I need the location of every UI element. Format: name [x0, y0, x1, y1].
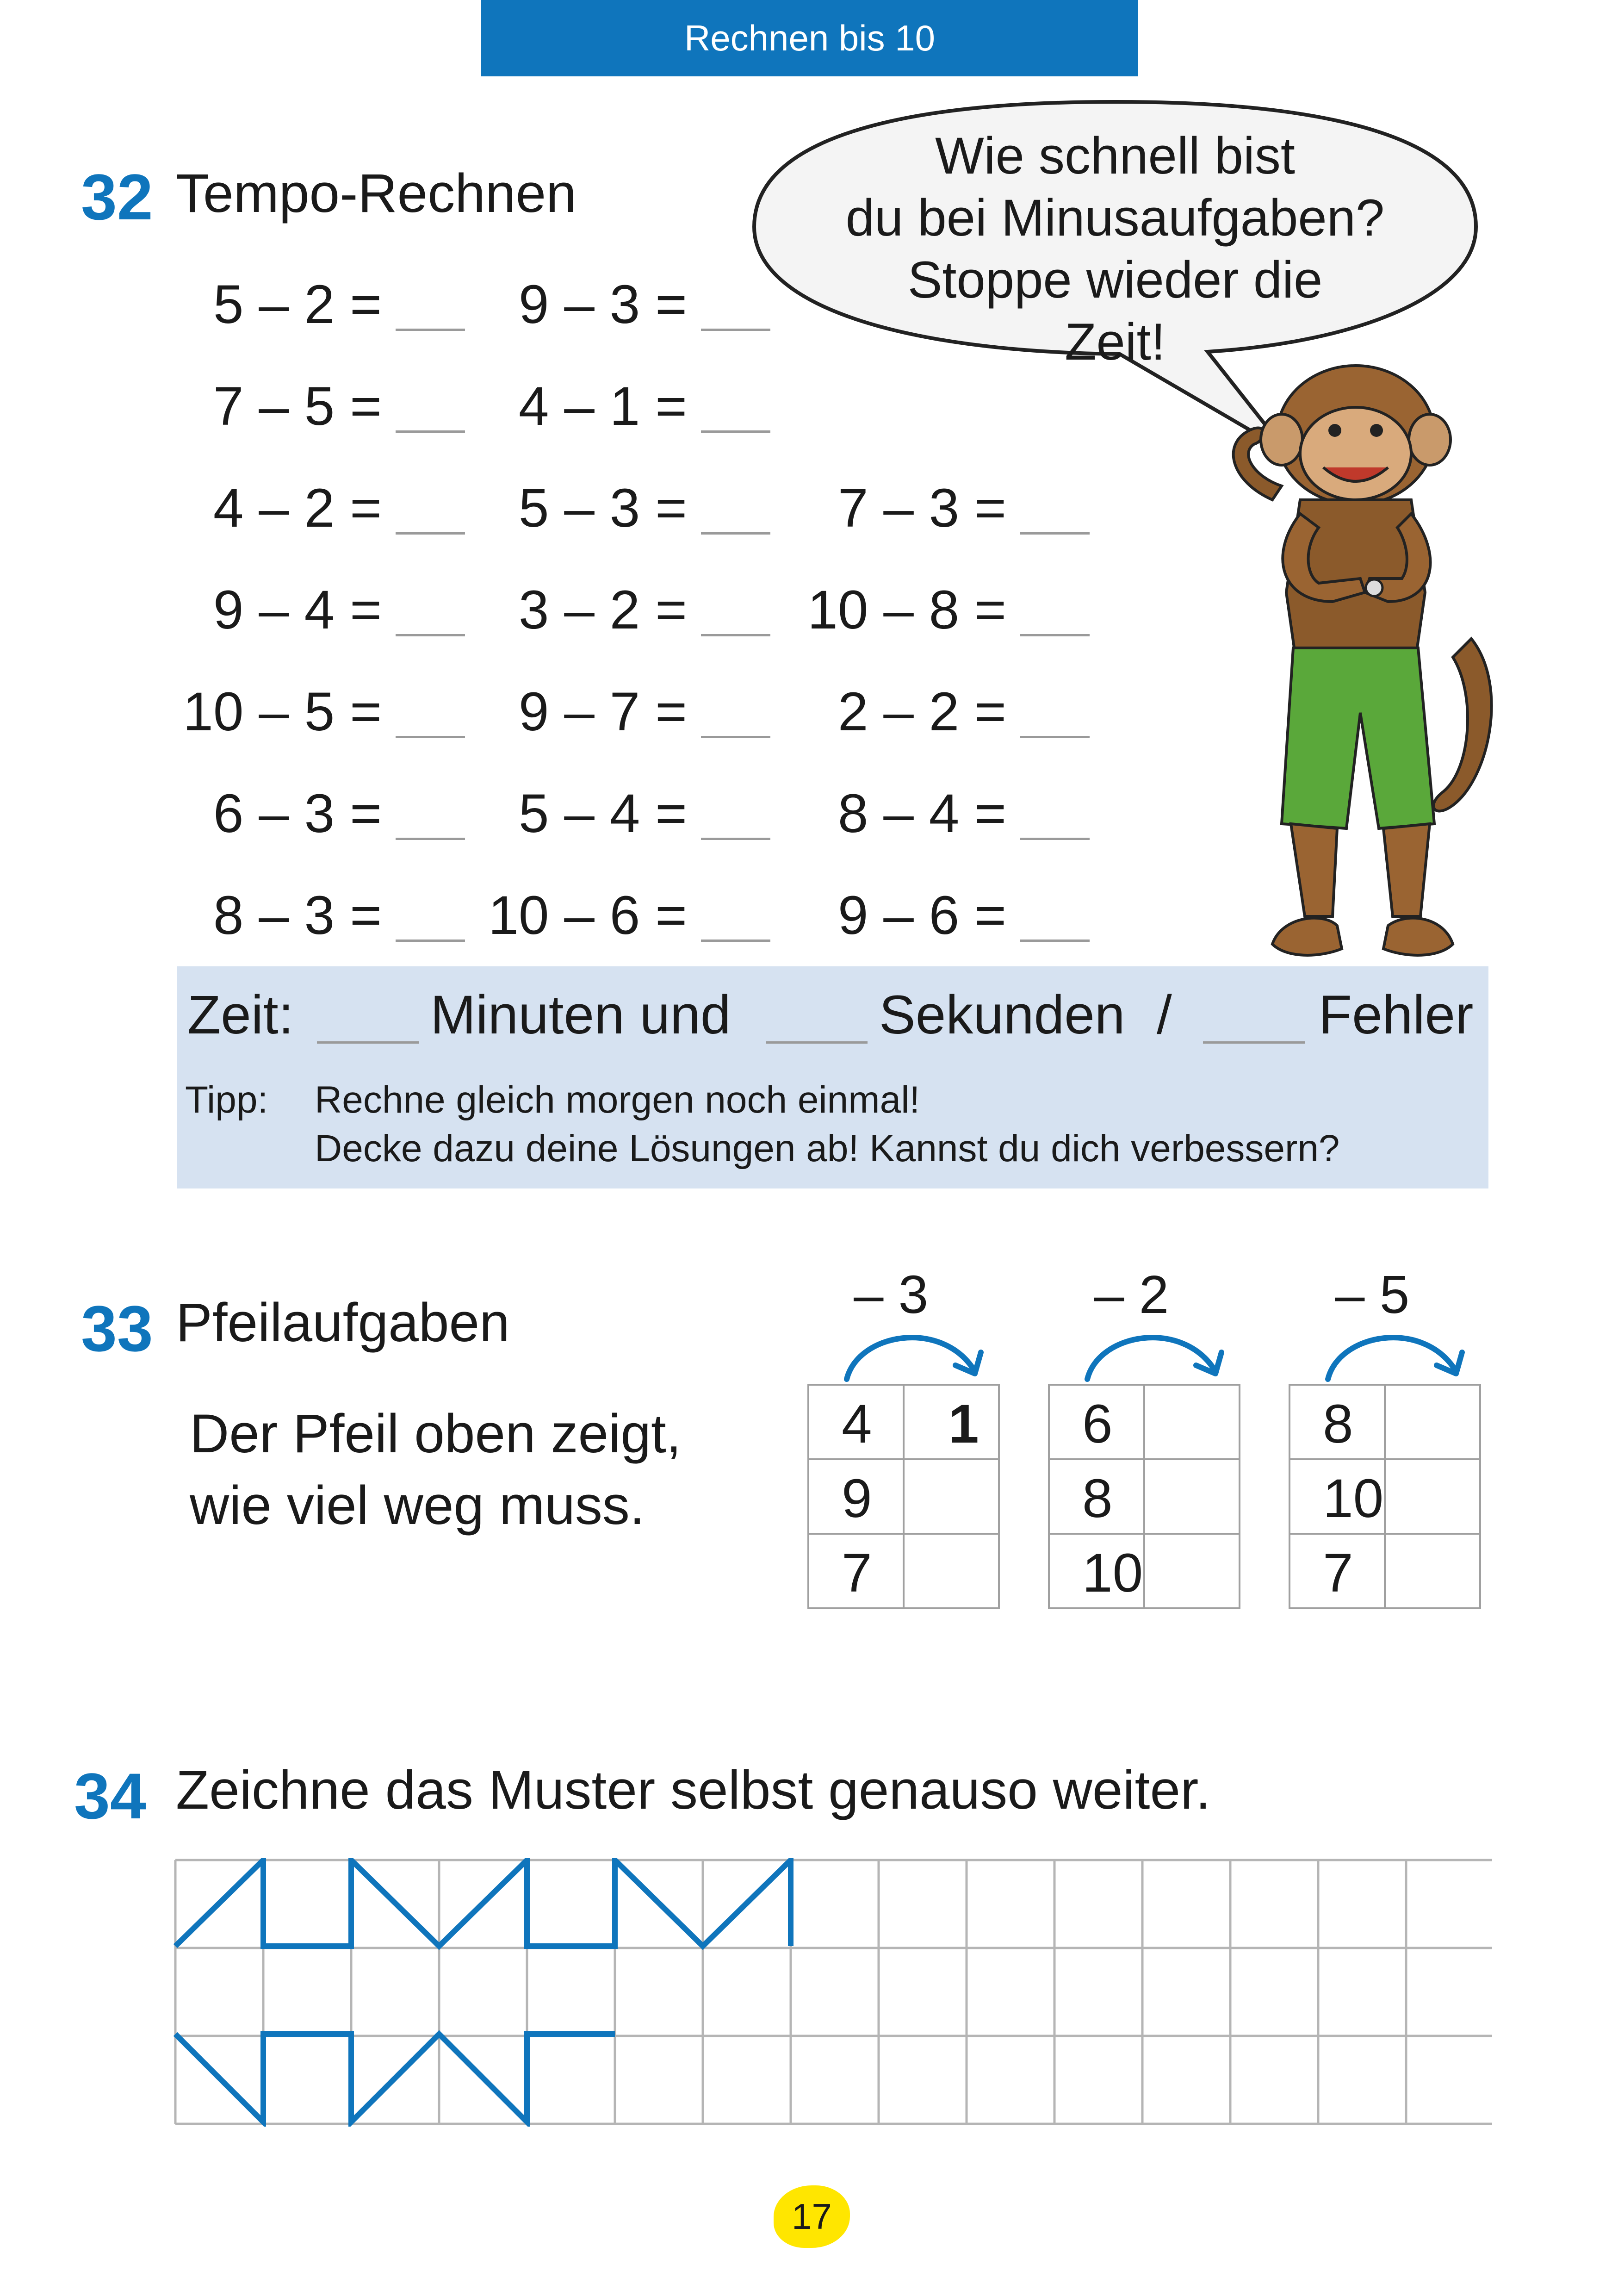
separator: / — [1157, 984, 1172, 1045]
start-cell — [807, 1384, 905, 1460]
equation: 5 – 4 = — [518, 783, 687, 844]
equation: 5 – 3 = — [518, 478, 687, 539]
equation: 4 – 1 = — [518, 376, 687, 437]
task-34-title: Zeichne das Muster selbst genauso weiter. — [176, 1760, 1211, 1821]
answer-blank[interactable] — [701, 430, 770, 433]
equation: 9 – 4 = — [213, 579, 382, 641]
tip-line-1: Rechne gleich morgen noch einmal! — [315, 1079, 920, 1121]
answer-blank[interactable] — [396, 430, 465, 433]
speech-line: du bei Minusaufgaben? — [845, 189, 1385, 247]
result-cell[interactable] — [1143, 1384, 1240, 1460]
tip-line-2: Decke dazu deine Lösungen ab! Kannst du dich verbessern? — [315, 1127, 1340, 1170]
task-32-number: 32 — [81, 161, 153, 233]
cell-value: 6 — [1082, 1394, 1113, 1455]
cell-value: 1 — [948, 1394, 979, 1455]
equation: 4 – 2 = — [213, 478, 382, 539]
answer-blank[interactable] — [1020, 940, 1090, 942]
equation: 7 – 5 = — [213, 376, 382, 437]
task-32-title: Tempo-Rechnen — [176, 163, 577, 224]
page-number-badge — [774, 2185, 850, 2248]
start-cell — [807, 1458, 905, 1535]
start-cell — [1048, 1533, 1145, 1609]
curved-arrow-icon — [1080, 1319, 1233, 1384]
start-cell — [1289, 1384, 1386, 1460]
answer-blank[interactable] — [396, 940, 465, 942]
minutes-label: Minuten und — [430, 984, 731, 1045]
start-cell — [1048, 1458, 1145, 1535]
equation: 10 – 5 = — [183, 681, 382, 742]
errors-blank[interactable] — [1203, 1041, 1305, 1044]
header-bar — [481, 0, 1138, 76]
answer-blank[interactable] — [1020, 838, 1090, 840]
answer-blank[interactable] — [701, 736, 770, 738]
operation-label: – 3 — [854, 1264, 929, 1325]
result-cell[interactable] — [903, 1533, 1000, 1609]
result-cell[interactable] — [1384, 1533, 1481, 1609]
start-cell — [807, 1533, 905, 1609]
minutes-blank[interactable] — [317, 1041, 419, 1044]
answer-blank[interactable] — [701, 532, 770, 535]
result-cell[interactable] — [1384, 1458, 1481, 1535]
result-cell[interactable] — [903, 1458, 1000, 1535]
result-cell[interactable] — [1384, 1384, 1481, 1460]
answer-blank[interactable] — [701, 634, 770, 636]
cell-value: 10 — [1323, 1468, 1384, 1529]
cell-value: 7 — [1323, 1543, 1353, 1604]
equation: 3 – 2 = — [518, 579, 687, 641]
equation: 9 – 3 = — [518, 274, 687, 335]
speech-line: Stoppe wieder die — [907, 251, 1323, 309]
equation: 2 – 2 = — [837, 681, 1006, 742]
task-34-number: 34 — [74, 1760, 146, 1832]
cell-value: 8 — [1082, 1468, 1113, 1529]
curved-arrow-icon — [840, 1319, 992, 1384]
answer-blank[interactable] — [701, 838, 770, 840]
pattern-line-top — [175, 1860, 791, 1946]
equation: 10 – 6 = — [488, 885, 687, 946]
equation: 9 – 6 = — [837, 885, 1006, 946]
equation: 5 – 2 = — [213, 274, 382, 335]
cell-value: 7 — [842, 1543, 872, 1604]
cell-value: 8 — [1323, 1394, 1353, 1455]
result-cell[interactable] — [1143, 1458, 1240, 1535]
header-title: Rechnen bis 10 — [684, 18, 936, 58]
task-33-description-1: Der Pfeil oben zeigt, — [190, 1403, 682, 1464]
equation: 9 – 7 = — [518, 681, 687, 742]
task-33-number: 33 — [81, 1292, 153, 1365]
pattern-grid[interactable] — [174, 1858, 1492, 2127]
task-33-title: Pfeilaufgaben — [176, 1292, 510, 1353]
operation-label: – 5 — [1335, 1264, 1410, 1325]
page-number: 17 — [792, 2196, 832, 2237]
answer-blank[interactable] — [396, 838, 465, 840]
equation: 8 – 3 = — [213, 885, 382, 946]
start-cell — [1048, 1384, 1145, 1460]
speech-line: Zeit! — [1065, 313, 1165, 371]
tip-label: Tipp: — [185, 1079, 268, 1121]
result-cell[interactable] — [903, 1384, 1000, 1460]
operation-label: – 2 — [1094, 1264, 1169, 1325]
speech-line: Wie schnell bist — [935, 127, 1296, 185]
pattern-line-bottom — [175, 2034, 615, 2122]
time-label: Zeit: — [187, 984, 294, 1045]
errors-label: Fehler — [1319, 984, 1474, 1045]
cell-value: 10 — [1082, 1543, 1143, 1604]
task-33-description-2: wie viel weg muss. — [190, 1475, 645, 1536]
answer-blank[interactable] — [1020, 634, 1090, 636]
answer-blank[interactable] — [1020, 736, 1090, 738]
cell-value: 4 — [842, 1394, 872, 1455]
equation: 10 – 8 = — [807, 579, 1006, 641]
speech-bubble-text — [768, 125, 1462, 373]
result-cell[interactable] — [1143, 1533, 1240, 1609]
monkey-illustration — [1212, 361, 1499, 972]
answer-blank[interactable] — [396, 634, 465, 636]
cell-value: 9 — [842, 1468, 872, 1529]
seconds-blank[interactable] — [766, 1041, 868, 1044]
curved-arrow-icon — [1321, 1319, 1474, 1384]
answer-blank[interactable] — [396, 532, 465, 535]
start-cell — [1289, 1533, 1386, 1609]
answer-blank[interactable] — [1020, 532, 1090, 535]
equation: 6 – 3 = — [213, 783, 382, 844]
answer-blank[interactable] — [396, 736, 465, 738]
answer-blank[interactable] — [701, 329, 770, 331]
answer-blank[interactable] — [701, 940, 770, 942]
seconds-label: Sekunden — [879, 984, 1125, 1045]
answer-blank[interactable] — [396, 329, 465, 331]
start-cell — [1289, 1458, 1386, 1535]
equation: 8 – 4 = — [837, 783, 1006, 844]
equation: 7 – 3 = — [837, 478, 1006, 539]
